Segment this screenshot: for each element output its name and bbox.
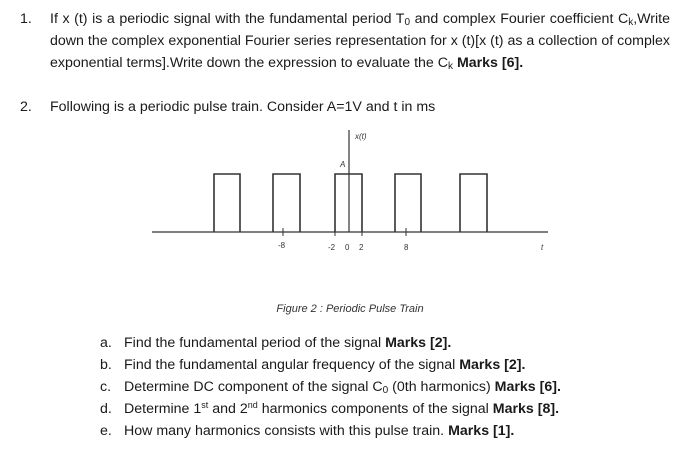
t-axis-label: t [541,243,544,252]
sub-question-c: c. Determine DC component of the signal $C_0$ (0th harmonics) Marks [6]. [100,379,561,396]
sub-question-d: d. Determine 1st and 2nd harmonics components of the signal Marks [8]. [100,400,560,417]
y-axis-label: x(t) [355,132,367,141]
sub-question-e: e. How many harmonics consists with this pulse train. Marks [1]. [100,423,515,439]
figure-caption: Figure 2 : Periodic Pulse Train [276,303,424,315]
tick-label: -8 [278,241,286,250]
pulse [395,174,421,232]
tick-label: 8 [404,243,409,252]
tick-label: -2 [328,243,336,252]
pulse [214,174,240,232]
amplitude-label: A [340,160,346,169]
sub-question-a: a. Find the fundamental period of the signal Marks [2]. [100,335,452,351]
tick-label: 0 [345,243,350,252]
question-2-text: Following is a periodic pulse train. Consider A=1V and t in ms [50,99,436,115]
sub-question-b: b. Find the fundamental angular frequency of the signal Marks [2]. [100,357,526,373]
marks: Marks [6]. [453,55,524,71]
question-number: 1. [20,11,32,27]
pulse [460,174,487,232]
pulse [273,174,300,232]
question-1-text: If x (t) is a periodic signal with the fundamental period $T_0$ and complex Fourier coefficient $C_k,Write$ down the complex exponential Fourier series representation for x (t)[x (t) as a collection of complex exponential terms].Write down the expression to evaluate the $C_k$ Marks [6]. [50,11,671,72]
tick-label: 2 [359,243,364,252]
question-number: 2. [20,99,32,115]
